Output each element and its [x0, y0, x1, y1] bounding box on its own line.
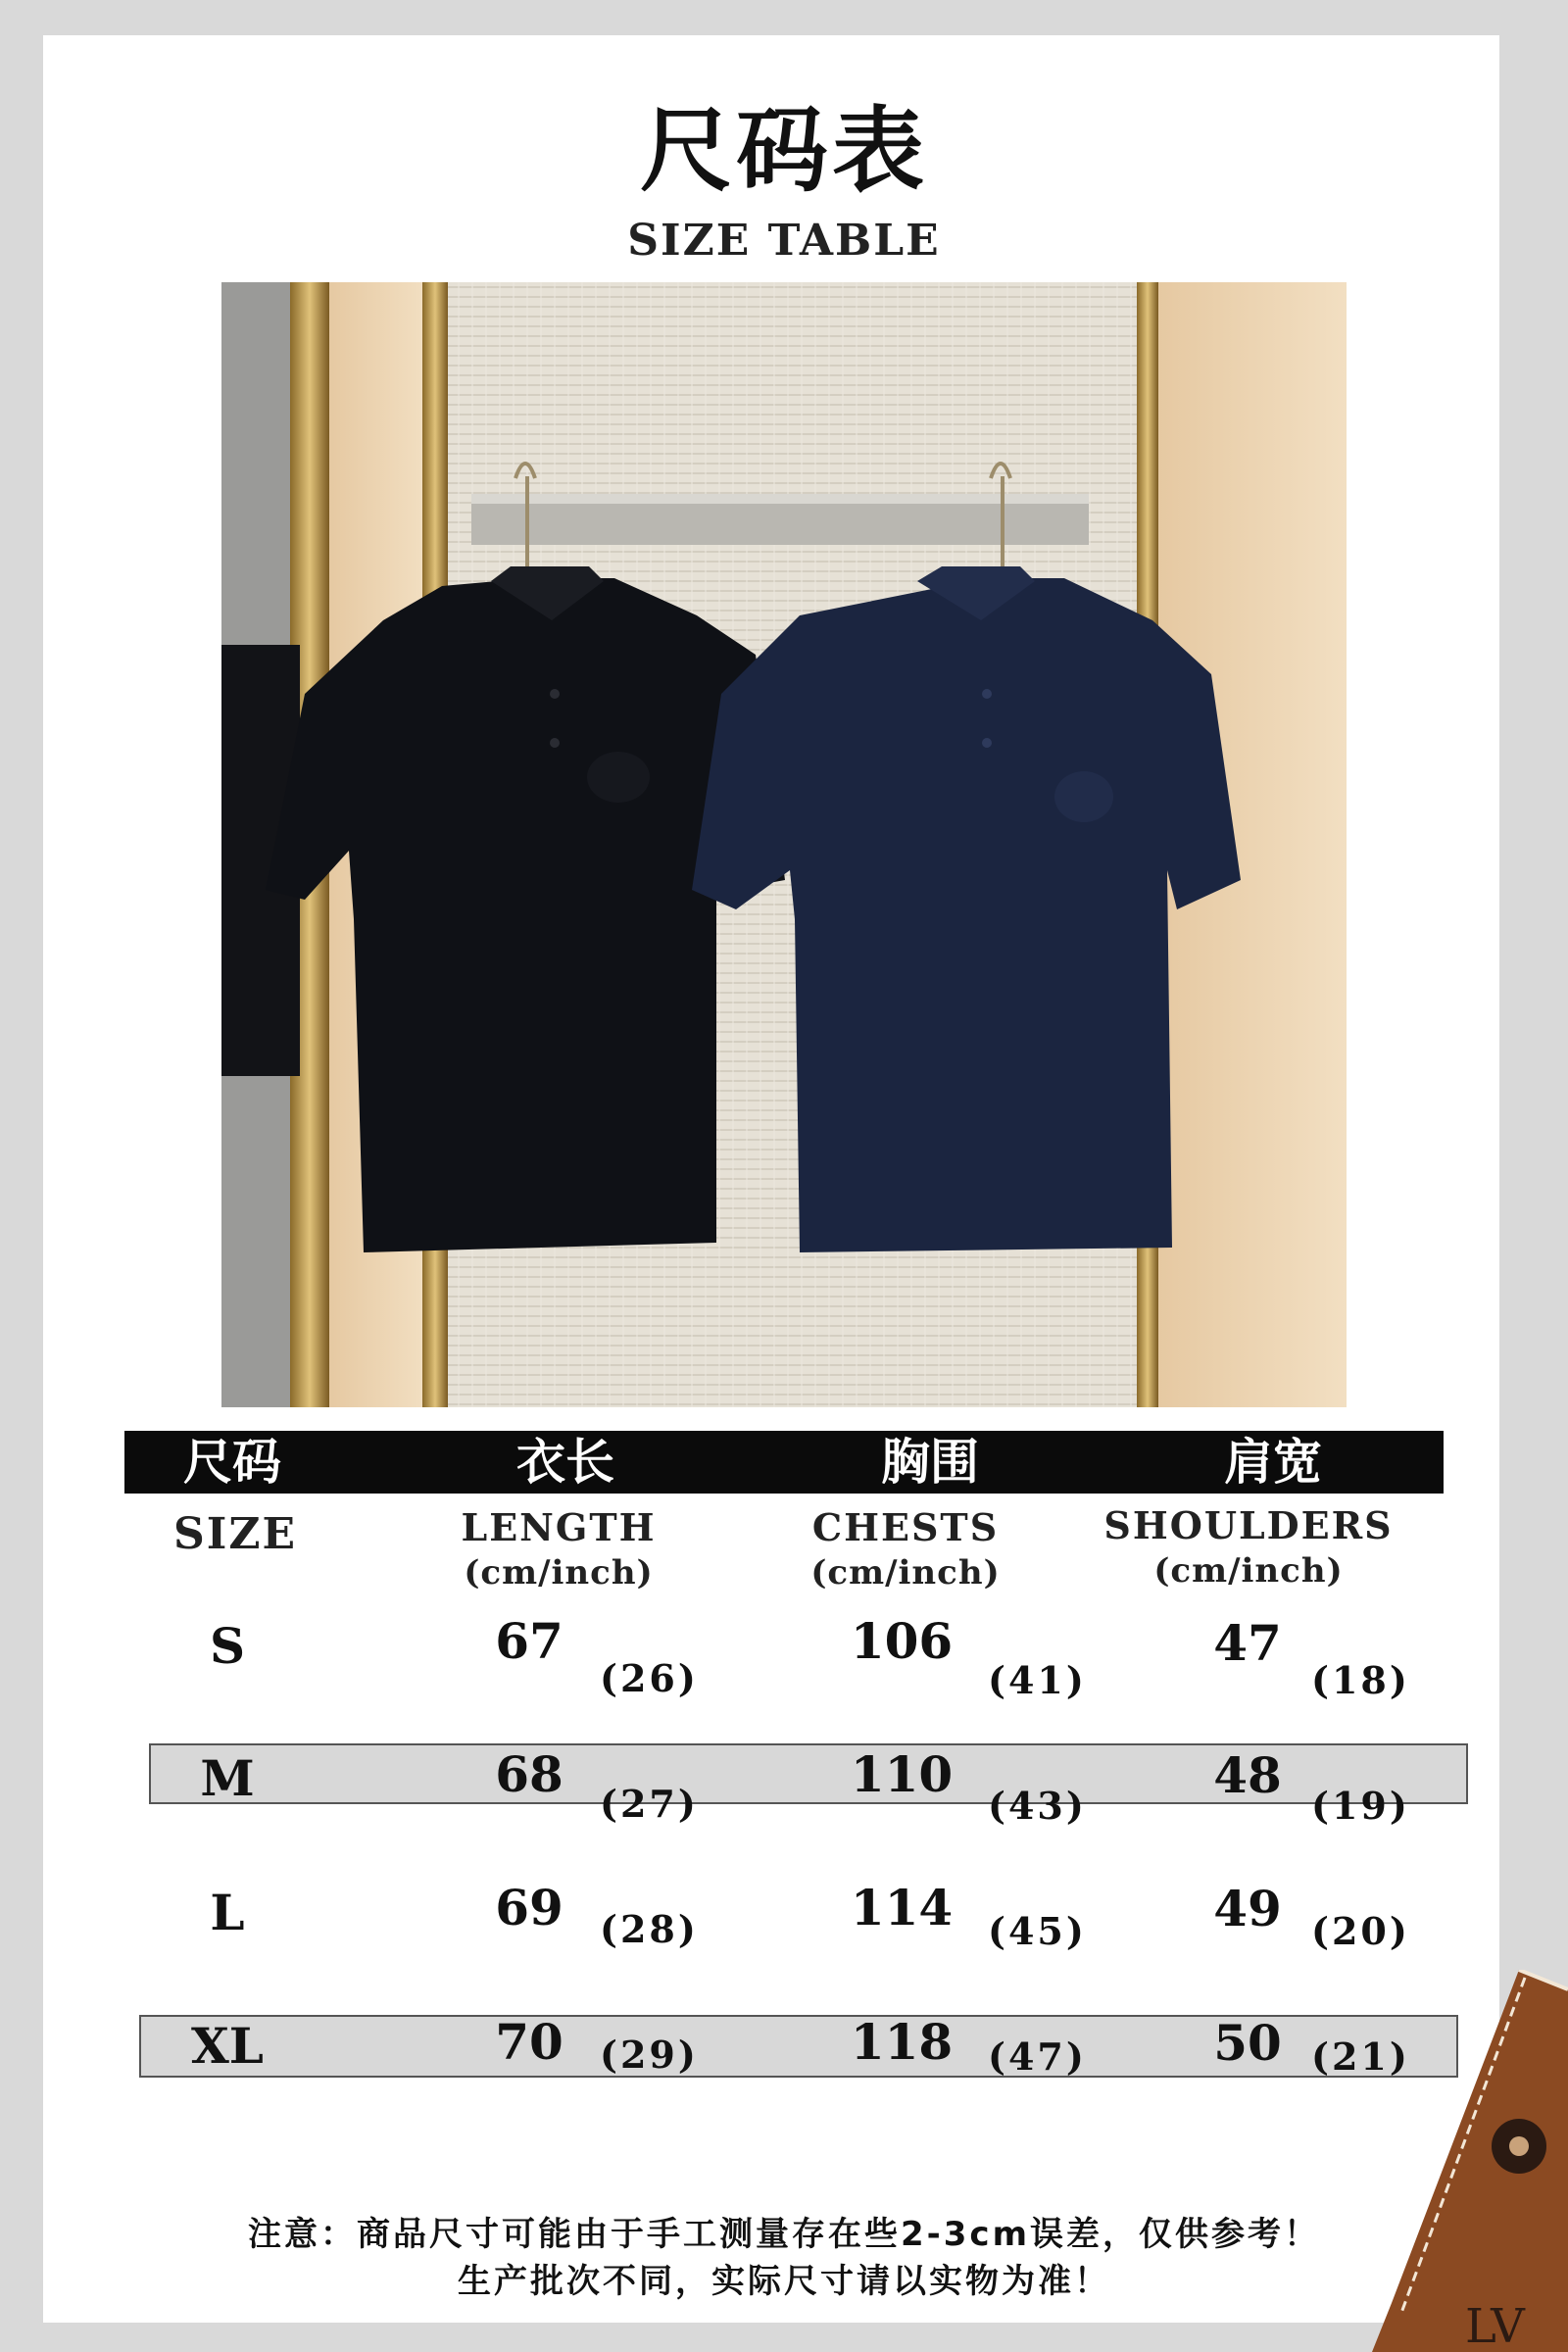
table-row-xl-length-inch: (29)	[600, 2033, 699, 2077]
table-row-m-shoulder-inch: (19)	[1311, 1784, 1410, 1828]
subheader-shoulder: SHOULDERS	[1103, 1503, 1394, 1547]
table-row-m-size: M	[200, 1749, 255, 1807]
svg-text:LV: LV	[1465, 2299, 1525, 2352]
table-row-m-chest-inch: (43)	[988, 1784, 1087, 1828]
table-row-l-chest-inch: (45)	[988, 1909, 1087, 1953]
table-row-s-chest-inch: (41)	[988, 1658, 1087, 1702]
disclaimer-line-1: 注意：商品尺寸可能由于手工测量存在些2-3cm误差，仅供参考！	[247, 2215, 1320, 2254]
table-row-l-shoulder: 49	[1213, 1880, 1282, 1937]
header-size-cn: 尺码	[183, 1434, 281, 1491]
table-row-l-chest: 114	[850, 1879, 954, 1936]
table-row-xl-chest: 118	[850, 2013, 954, 2071]
page-title-en: SIZE TABLE	[627, 216, 941, 266]
disclaimer-line-2: 生产批次不同，实际尺寸请以实物为准！	[458, 2262, 1110, 2301]
table-row-l-length-inch: (28)	[600, 1907, 699, 1951]
header-shoulder-cn: 肩宽	[1224, 1434, 1322, 1491]
table-row-xl-shoulder-inch: (21)	[1311, 2034, 1410, 2079]
table-row-s-size: S	[209, 1617, 246, 1675]
leather-strap-decoration	[1372, 1970, 1568, 2352]
product-photo	[221, 282, 1347, 1407]
table-row-l-length: 69	[495, 1879, 564, 1936]
subheader-length: LENGTH	[461, 1505, 657, 1549]
subheader-chest-unit: (cm/inch)	[810, 1553, 1001, 1592]
header-chest-cn: 胸围	[881, 1434, 979, 1491]
polo-shirts-image	[221, 282, 1347, 1407]
table-row-m-length: 68	[495, 1745, 564, 1803]
table-row-s-shoulder-inch: (18)	[1311, 1658, 1410, 1702]
table-row-s-shoulder: 47	[1213, 1614, 1282, 1672]
subheader-length-unit: (cm/inch)	[464, 1553, 654, 1592]
subheader-shoulder-unit: (cm/inch)	[1153, 1551, 1344, 1591]
table-row-l-shoulder-inch: (20)	[1311, 1909, 1410, 1953]
table-row-xl-chest-inch: (47)	[988, 2034, 1087, 2079]
table-row-s-length-inch: (26)	[600, 1656, 699, 1700]
table-row-m-length-inch: (27)	[600, 1782, 699, 1826]
table-row-m-shoulder: 48	[1213, 1746, 1282, 1804]
table-header-bar	[124, 1431, 1444, 1494]
table-row-l-size: L	[210, 1884, 245, 1941]
header-length-cn: 衣长	[516, 1434, 614, 1491]
table-row-s-chest: 106	[850, 1612, 954, 1670]
subheader-chest: CHESTS	[811, 1505, 1000, 1549]
table-row-xl-size: XL	[191, 2017, 264, 2075]
page-title-cn: 尺码表	[639, 98, 928, 205]
table-row-m-chest: 110	[850, 1745, 954, 1803]
table-row-xl-length: 70	[495, 2013, 564, 2071]
table-row-xl-shoulder: 50	[1213, 2014, 1282, 2072]
table-row-s-length: 67	[495, 1612, 564, 1670]
subheader-size: SIZE	[172, 1509, 297, 1559]
